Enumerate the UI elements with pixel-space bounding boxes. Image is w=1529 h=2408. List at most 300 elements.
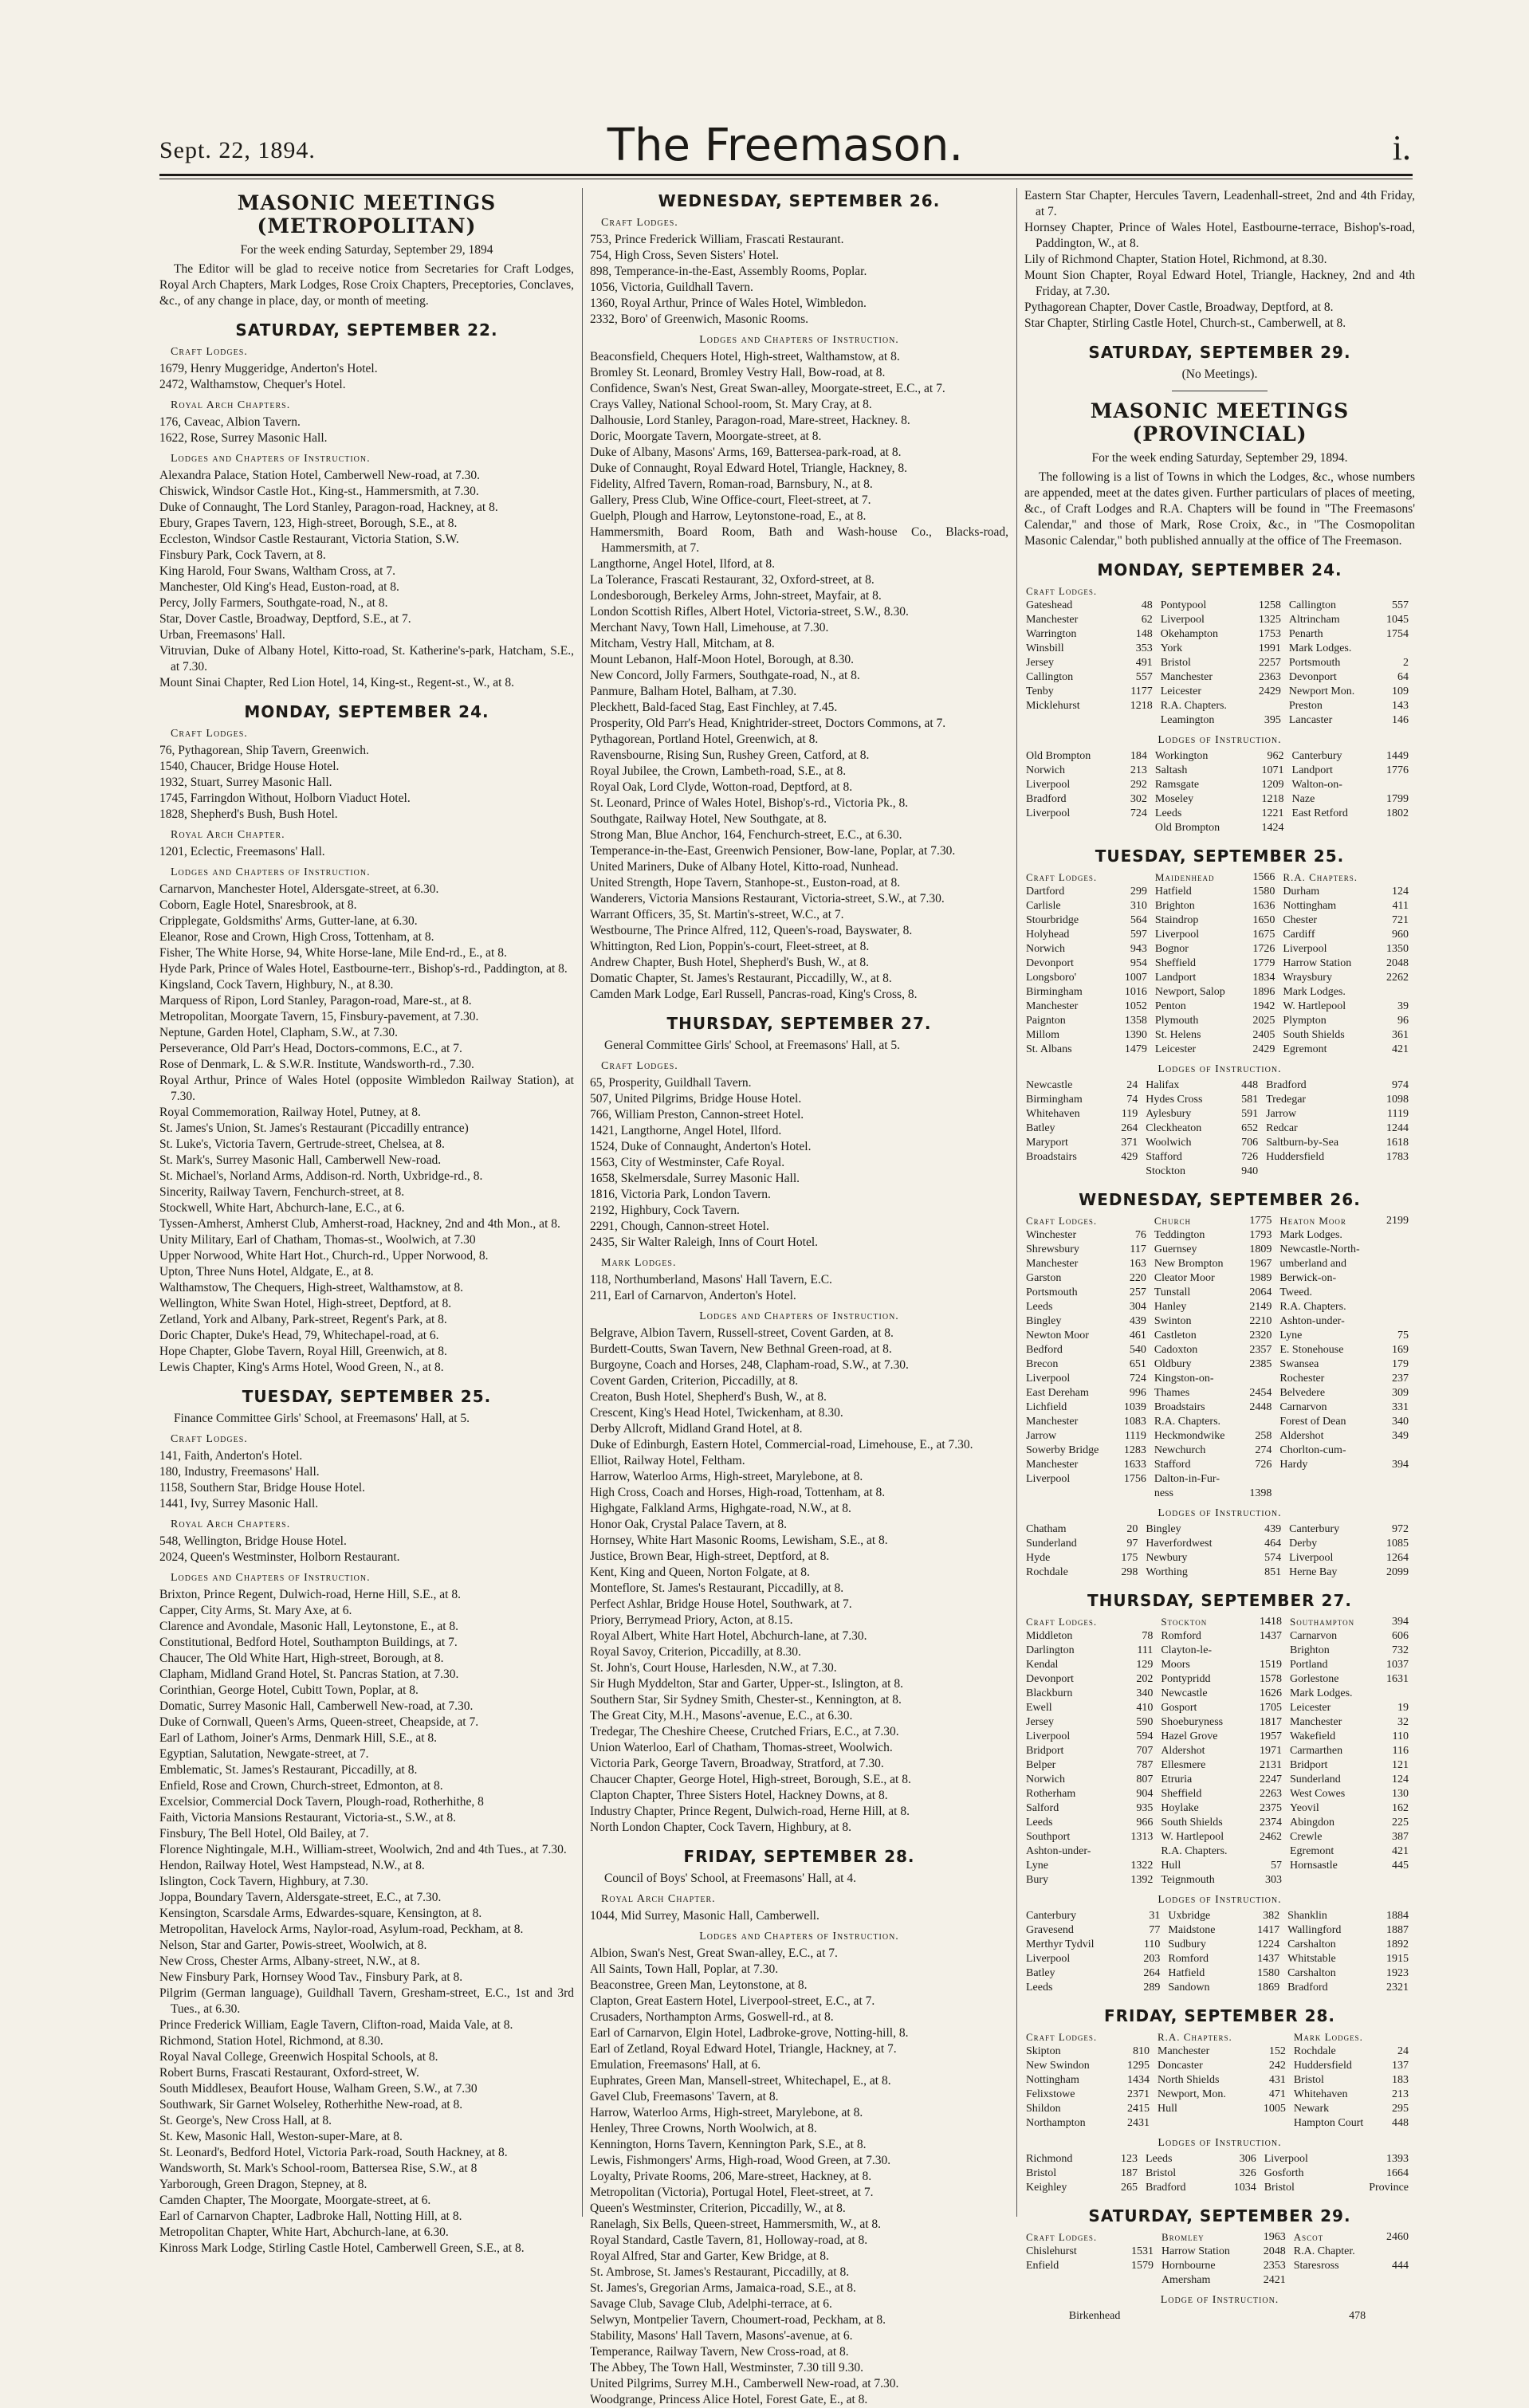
- meeting-entry: Royal Alfred, Star and Garter, Kew Bridge, at 8.: [590, 2249, 829, 2263]
- lodge-number: 304: [1129, 1301, 1146, 1313]
- lodge-number: 1037: [1386, 1659, 1409, 1671]
- town-name: Pontypridd: [1161, 1673, 1211, 1685]
- meeting-entry: St. Kew, Masonic Hall, Weston-super-Mare, at 8.: [159, 2130, 403, 2143]
- table-row: [1024, 1271, 1415, 1286]
- town-name: Leeds: [1154, 807, 1182, 819]
- meeting-entry: Henley, Three Crowns, North Woolwich, at 8.: [590, 2122, 817, 2135]
- town-name: Manchester: [1026, 1416, 1079, 1428]
- lodge-number: [1376, 1873, 1415, 1888]
- table-row: [1024, 885, 1415, 899]
- meeting-list: [590, 349, 1008, 1003]
- town-name: Micklehurst: [1026, 700, 1080, 712]
- meeting-entry: Lily of Richmond Chapter, Station Hotel, Richmond, at 8.30.: [1024, 253, 1327, 266]
- meeting-entry: Clapton Chapter, Three Sisters Hotel, Hackney Downs, at 8.: [590, 1789, 888, 1802]
- meeting-entry: Lewis Chapter, King's Arms Hotel, Wood Green, N., at 8.: [159, 1361, 444, 1374]
- meeting-entry: Priory, Berrymead Priory, Acton, at 8.15.: [590, 1613, 793, 1627]
- meeting-entry: North London Chapter, Cock Tavern, Highbury, at 8.: [590, 1821, 852, 1834]
- lodge-number: 439: [1264, 1523, 1282, 1535]
- lodge-number: 187: [1121, 2167, 1138, 2179]
- lodge-table: [1024, 1615, 1415, 1888]
- table-row: [1024, 1873, 1415, 1888]
- town-name: Manchester: [1026, 1258, 1079, 1270]
- town-name: Guernsey: [1154, 1243, 1197, 1255]
- lodge-number: 265: [1121, 2182, 1138, 2194]
- town-name: Sunderland: [1290, 1774, 1341, 1785]
- town-name: Staresross: [1293, 2260, 1339, 2272]
- table-header-cell: [1254, 2030, 1292, 2045]
- section-label: Craft Lodges.: [171, 1433, 248, 1445]
- lodge-number: 1424: [1261, 822, 1284, 834]
- table-row: [1024, 2116, 1415, 2131]
- lodge-number: 96: [1397, 1015, 1409, 1027]
- lodge-number: [1249, 1844, 1288, 1859]
- lodge-number: 1726: [1252, 943, 1275, 955]
- lodge-number: 78: [1142, 1630, 1154, 1642]
- lodge-number: 724: [1130, 807, 1147, 819]
- town-name: Berwick-on-: [1279, 1272, 1337, 1284]
- town-name: Newark: [1293, 2103, 1330, 2115]
- town-name: Salford: [1026, 1802, 1059, 1814]
- meeting-list: [590, 1272, 1008, 1304]
- day-heading: MONDAY, SEPTEMBER 24.: [1097, 560, 1342, 579]
- town-name: Liverpool: [1026, 1730, 1071, 1742]
- table-row: [1024, 1629, 1415, 1644]
- table-row: [1024, 2166, 1415, 2181]
- section-label: Craft Lodges.: [601, 1060, 678, 1072]
- town-name: Wakefield: [1290, 1730, 1336, 1742]
- meeting-entry: Clapham, Midland Grand Hotel, St. Pancras Station, at 7.30.: [159, 1668, 459, 1681]
- table-row: [1024, 1773, 1415, 1787]
- meeting-entry: Tredegar, The Cheshire Cheese, Crutched Friars, E.C., at 7.30.: [590, 1725, 899, 1738]
- meeting-entry: Hornsey Chapter, Prince of Wales Hotel, Eastbourne-terrace, Bishop's-road, Paddington, W., at 8.: [1024, 221, 1415, 250]
- town-name: Aldershot: [1279, 1430, 1324, 1442]
- town-name: Old Brompton: [1154, 822, 1220, 834]
- meeting-entry: Urban, Freemasons' Hall.: [159, 628, 285, 642]
- meeting-entry: Royal Jubilee, the Crown, Lambeth-road, S.E., at 8.: [590, 764, 847, 778]
- lodge-number: 943: [1130, 943, 1147, 955]
- town-name: Southport: [1026, 1831, 1071, 1843]
- meeting-entry: Savage Club, Savage Club, Adelphi-terrace, at 6.: [590, 2297, 832, 2311]
- lodge-number: 606: [1392, 1630, 1409, 1642]
- town-name: East Dereham: [1026, 1387, 1089, 1399]
- town-name: Holyhead: [1026, 929, 1070, 941]
- meeting-entry: Wandsworth, St. Mark's School-room, Battersea Rise, S.W., at 8: [159, 2162, 478, 2175]
- lodge-number: 237: [1392, 1373, 1409, 1385]
- lodge-number: [1385, 2309, 1415, 2324]
- table-row: [1024, 807, 1415, 821]
- town-name: Leeds: [1026, 1817, 1053, 1829]
- town-name: [1372, 2309, 1384, 2324]
- meeting-entry: Fidelity, Alfred Tavern, Roman-road, Barnsbury, N., at 8.: [590, 477, 873, 491]
- table-row: [1024, 1701, 1415, 1715]
- lodge-number: 110: [1392, 1730, 1409, 1742]
- lodge-number: 464: [1264, 1538, 1282, 1550]
- town-name: Manchester: [1158, 2045, 1210, 2057]
- column-divider: [582, 188, 583, 2217]
- town-name: Kingston-on-: [1154, 1373, 1214, 1385]
- lodge-number: 2353: [1263, 2260, 1286, 2272]
- lodge-number: 353: [1135, 642, 1153, 654]
- lodge-number: 184: [1130, 750, 1147, 762]
- table-row: [1024, 713, 1415, 728]
- lodge-number: 974: [1392, 1079, 1409, 1091]
- town-name: Liverpool: [1026, 807, 1071, 819]
- town-name: Manchester: [1026, 1000, 1079, 1012]
- lodge-number: 124: [1392, 886, 1409, 898]
- town-name: Gateshead: [1026, 599, 1073, 611]
- lodge-number: 242: [1268, 2060, 1286, 2072]
- town-name: Durham: [1283, 886, 1320, 898]
- meeting-entry: Ranelagh, Six Bells, Queen-street, Hammersmith, W., at 8.: [590, 2217, 882, 2231]
- meeting-entry: Ebury, Grapes Tavern, 123, High-street, Borough, S.E., at 8.: [159, 517, 458, 530]
- town-name: Huddersfield: [1266, 1151, 1325, 1163]
- lodge-number: 349: [1392, 1430, 1409, 1442]
- meeting-entry: United Mariners, Duke of Albany Hotel, Kitto-road, Nunhead.: [590, 860, 898, 874]
- meeting-entry: Belgrave, Albion Tavern, Russell-street, Covent Garden, at 8.: [590, 1326, 894, 1340]
- town-name: Naze: [1291, 793, 1315, 805]
- lodge-number: 445: [1392, 1860, 1409, 1872]
- meeting-list: [590, 1908, 1008, 1924]
- lodge-number: 1896: [1252, 986, 1275, 998]
- lodge-number: 361: [1392, 1029, 1409, 1041]
- lodge-number: 410: [1136, 1702, 1154, 1714]
- meeting-entry: London Scottish Rifles, Albert Hotel, Victoria-street, S.W., 8.30.: [590, 605, 909, 619]
- lodge-number: 448: [1241, 1079, 1259, 1091]
- day-heading: SATURDAY, SEPTEMBER 29.: [1088, 2206, 1351, 2225]
- town-name: Newcastle: [1161, 1687, 1208, 1699]
- lodge-number: 726: [1241, 1151, 1259, 1163]
- town-name: Tunstall: [1154, 1286, 1191, 1298]
- lodge-number: 2149: [1249, 1301, 1272, 1313]
- meeting-entry: 2024, Queen's Westminster, Holborn Restaurant.: [159, 1550, 400, 1564]
- town-name: Gravesend: [1026, 1924, 1074, 1936]
- town-name: Birkenhead: [1068, 2310, 1121, 2322]
- meeting-entry: Derby Allcroft, Midland Grand Hotel, at 8.: [590, 1422, 803, 1436]
- lodge-number: 117: [1130, 1243, 1146, 1255]
- table-row: [1024, 670, 1415, 685]
- meeting-entry: Royal Commemoration, Railway Hotel, Putney, at 8.: [159, 1106, 421, 1119]
- meeting-entry: Wanderers, Victoria Mansions Restaurant, Victoria-street, S.W., at 7.30.: [590, 892, 945, 905]
- lodge-number: [1376, 2273, 1415, 2288]
- lodge-number: 129: [1136, 1659, 1154, 1671]
- town-name: Landport: [1291, 764, 1333, 776]
- meeting-entry: 176, Caveac, Albion Tavern.: [159, 415, 301, 429]
- meeting-list: [590, 1946, 1008, 2408]
- town-name: Worthing: [1146, 1566, 1188, 1578]
- meeting-entry: Unity Military, Earl of Chatham, Thomas-st., Woolwich, at 7.30: [159, 1233, 476, 1247]
- day-intro: Finance Committee Girls' School, at Freemasons' Hall, at 5.: [174, 1412, 470, 1425]
- town-name: Ramsgate: [1154, 779, 1200, 791]
- town-name: Canterbury: [1026, 1910, 1076, 1922]
- lodge-number: 1991: [1258, 642, 1281, 654]
- table-row: [1024, 1372, 1415, 1386]
- town-name: Hampton Court: [1293, 2117, 1364, 2129]
- town-name: Sheffield: [1161, 1788, 1202, 1800]
- lodge-number: 395: [1264, 714, 1281, 726]
- meeting-entry: 548, Wellington, Bridge House Hotel.: [159, 1534, 347, 1548]
- meeting-entry: Kent, King and Queen, Norton Folgate, at 8.: [590, 1565, 810, 1579]
- lodge-number: 163: [1129, 1258, 1146, 1270]
- meeting-entry: Londesborough, Berkeley Arms, John-street, Mayfair, at 8.: [590, 589, 882, 603]
- lodge-number: 1779: [1252, 957, 1275, 969]
- meeting-entry: Alexandra Palace, Station Hotel, Camberwell New-road, at 7.30.: [159, 469, 481, 482]
- lodge-number: 1957: [1260, 1730, 1282, 1742]
- town-name: Hardy: [1279, 1459, 1308, 1471]
- lodge-number: 1578: [1260, 1673, 1282, 1685]
- lodge-number: 2429: [1252, 1043, 1275, 1055]
- lodge-number: 960: [1392, 929, 1409, 941]
- meeting-entry: Mount Lebanon, Half-Moon Hotel, Borough, at 8.30.: [590, 653, 855, 666]
- meeting-entry: 2435, Sir Walter Raleigh, Inns of Court Hotel.: [590, 1235, 819, 1249]
- table-row: [1024, 2102, 1415, 2116]
- lodge-table: [1024, 2030, 1415, 2131]
- lodge-number: 2405: [1252, 1029, 1275, 1041]
- lodge-number: [1378, 1257, 1415, 1271]
- town-name: Callington: [1026, 671, 1074, 683]
- meeting-entry: 1201, Eclectic, Freemasons' Hall.: [159, 845, 325, 858]
- lodge-number: 1989: [1249, 1272, 1272, 1284]
- lodge-number: 2262: [1386, 972, 1409, 984]
- meeting-entry: The Great City, M.H., Masons'-avenue, E.C., at 6.30.: [590, 1709, 853, 1723]
- meeting-entry: Beaconsfield, Chequers Hotel, High-street, Walthamstow, at 8.: [590, 350, 900, 363]
- lodge-number: 1923: [1386, 1967, 1409, 1979]
- lodge-number: 1390: [1124, 1029, 1147, 1041]
- table-header-cell: [1120, 584, 1159, 599]
- lodge-number: 295: [1392, 2103, 1409, 2115]
- table-row: [1024, 699, 1415, 713]
- table-header-cell: Craft Lodges.: [1026, 2031, 1098, 2043]
- meeting-entry: Manchester, Old King's Head, Euston-road, at 8.: [159, 580, 399, 594]
- section-label: Lodges and Chapters of Instruction.: [171, 866, 371, 878]
- town-name: [1156, 2116, 1254, 2131]
- table-row: [1024, 2045, 1415, 2059]
- town-name: York: [1160, 642, 1183, 654]
- town-name: Enfield: [1026, 2260, 1059, 2272]
- meeting-entry: Royal Oak, Lord Clyde, Wotton-road, Deptford, at 8.: [590, 780, 853, 794]
- table-header-cell: 2199: [1386, 1215, 1409, 1227]
- table-header-cell: [1378, 870, 1415, 885]
- table-row: [1024, 1300, 1415, 1314]
- meeting-entry: 1828, Shepherd's Bush, Bush Hotel.: [159, 807, 338, 821]
- meeting-entry: Florence Nightingale, M.H., William-street, Woolwich, 2nd and 4th Tues., at 7.30.: [159, 1843, 567, 1856]
- lodge-number: [1119, 821, 1154, 835]
- meeting-entry: New Finsbury Park, Hornsey Wood Tav., Finsbury Park, at 8.: [159, 1970, 463, 1984]
- meeting-entry: Royal Standard, Castle Tavern, 81, Holloway-road, at 8.: [590, 2233, 868, 2247]
- lodge-number: 1809: [1249, 1243, 1272, 1255]
- lodge-number: 1005: [1263, 2103, 1286, 2115]
- table-header-row: [1024, 2230, 1415, 2245]
- meeting-entry: Ravensbourne, Rising Sun, Rushey Green, Catford, at 8.: [590, 748, 870, 762]
- table-row: [1024, 656, 1415, 670]
- meeting-entry: Pythagorean Chapter, Dover Castle, Broadway, Deptford, at 8.: [1024, 301, 1334, 314]
- lodge-number: 2257: [1258, 657, 1281, 669]
- town-name: Jarrow: [1026, 1430, 1057, 1442]
- table-row: [1024, 913, 1415, 928]
- lodge-number: 143: [1392, 700, 1409, 712]
- lodge-number: 1392: [1130, 1874, 1154, 1886]
- town-name: Hazel Grove: [1161, 1730, 1218, 1742]
- meeting-entry: Excelsior, Commercial Dock Tavern, Plough-road, Rotherhithe, 8: [159, 1795, 484, 1809]
- lodge-number: 707: [1136, 1745, 1154, 1757]
- lodge-number: 478: [1349, 2310, 1366, 2322]
- section-label: Royal Arch Chapters.: [171, 399, 291, 411]
- meeting-list: [159, 1587, 574, 2257]
- meeting-entry: Earl of Carnarvon Chapter, Ladbroke Hall, Notting Hill, at 8.: [159, 2210, 462, 2223]
- town-name: Bradford: [1266, 1079, 1307, 1091]
- meeting-entry: Zetland, York and Albany, Park-street, Regent's Park, at 8.: [159, 1313, 447, 1326]
- table-row: [1024, 1357, 1415, 1372]
- lodge-number: 394: [1392, 1459, 1409, 1471]
- meeting-entry: 1540, Chaucer, Bridge House Hotel.: [159, 760, 340, 773]
- provincial-note: The following is a list of Towns in which the Lodges, &c., whose numbers are appended, meet at the dates given. Further particulars of places of meeting, &c., of Craft Lodges and R.A. Chapters will be found in "The Freemasons' Calendar," and those of Mark, Rose Croix, &c., in "The Cosmopolitan Masonic Calendar," both published annually at the office of The Freemason.: [1024, 470, 1415, 548]
- table-header-row: [1024, 1214, 1415, 1228]
- town-name: umberland and: [1279, 1258, 1346, 1270]
- lodge-number: 2321: [1386, 1982, 1409, 1994]
- lodge-number: 57: [1271, 1860, 1282, 1872]
- table-row: [1024, 1165, 1415, 1179]
- day-heading: WEDNESDAY, SEPTEMBER 26.: [1079, 1190, 1361, 1209]
- lodge-number: 439: [1129, 1315, 1146, 1327]
- table-header-row: [1024, 2030, 1415, 2045]
- town-name: Whitstable: [1287, 1953, 1336, 1965]
- meeting-entry: Royal Naval College, Greenwich Hospital Schools, at 8.: [159, 2050, 438, 2064]
- table-row: [1024, 2181, 1415, 2195]
- lodge-number: 1636: [1252, 900, 1275, 912]
- town-name: Hornbourne: [1161, 2260, 1216, 2272]
- lodge-number: 2099: [1386, 1566, 1409, 1578]
- section-label: Royal Arch Chapter.: [601, 1893, 716, 1905]
- meeting-entry: 1056, Victoria, Guildhall Tavern.: [590, 281, 753, 294]
- town-name: Saltash: [1154, 764, 1188, 776]
- town-name: Cleckheaton: [1146, 1122, 1202, 1134]
- town-name: Northampton: [1026, 2117, 1086, 2129]
- lodge-number: 292: [1130, 779, 1147, 791]
- lodge-number: 1519: [1260, 1659, 1282, 1671]
- meeting-entry: Duke of Connaught, The Lord Stanley, Paragon-road, Hackney, at 8.: [159, 501, 498, 514]
- meeting-entry: New Concord, Jolly Farmers, Southgate-road, N., at 8.: [590, 669, 860, 682]
- meeting-entry: Duke of Connaught, Royal Edward Hotel, Triangle, Hackney, 8.: [590, 462, 908, 475]
- town-name: Bognor: [1154, 943, 1189, 955]
- lodge-number: [1242, 1472, 1279, 1487]
- lodge-number: 652: [1241, 1122, 1259, 1134]
- section-label: Lodges and Chapters of Instruction.: [699, 334, 899, 346]
- town-name: Hanley: [1154, 1301, 1187, 1313]
- lodge-number: [1242, 1372, 1279, 1386]
- table-row: [1024, 2088, 1415, 2102]
- table-header-cell: R.A. Chapters.: [1158, 2031, 1232, 2043]
- town-name: Abingdon: [1290, 1817, 1334, 1829]
- lodge-number: 1325: [1258, 614, 1281, 626]
- town-name: Carnarvon: [1290, 1630, 1338, 1642]
- day-intro: General Committee Girls' School, at Freemasons' Hall, at 5.: [604, 1039, 901, 1052]
- section-label: Craft Lodges.: [171, 346, 248, 358]
- town-name: Rotherham: [1026, 1788, 1076, 1800]
- lodge-number: 996: [1129, 1387, 1146, 1399]
- town-name: Broadstairs: [1154, 1401, 1205, 1413]
- meeting-entry: Monteflore, St. James's Restaurant, Piccadilly, at 8.: [590, 1581, 844, 1595]
- meeting-entry: Domatic, Surrey Masonic Hall, Camberwell New-road, at 7.30.: [159, 1699, 474, 1713]
- town-name: Carshalton: [1287, 1939, 1336, 1950]
- lodge-number: 421: [1392, 1043, 1409, 1055]
- town-name: Liverpool: [1026, 779, 1071, 791]
- town-name: Devonport: [1288, 671, 1337, 683]
- lodge-number: 39: [1397, 1000, 1409, 1012]
- lodge-number: 2375: [1260, 1802, 1282, 1814]
- metropolitan-heading: MASONIC MEETINGS (METROPOLITAN): [237, 191, 497, 238]
- lodge-number: 111: [1137, 1644, 1154, 1656]
- town-name: Portsmouth: [1288, 657, 1341, 669]
- town-name: Chislehurst: [1026, 2245, 1077, 2257]
- town-name: Ashton-under-: [1279, 1315, 1345, 1327]
- table-row: [1024, 764, 1415, 778]
- meeting-entry: Eleanor, Rose and Crown, High Cross, Tottenham, at 8.: [159, 930, 434, 944]
- town-name: Leeds: [1026, 1301, 1053, 1313]
- lodge-number: 179: [1392, 1358, 1409, 1370]
- lodge-number: 2421: [1263, 2274, 1286, 2286]
- column-2: [590, 188, 1008, 2406]
- town-name: Derby: [1289, 1538, 1318, 1550]
- town-name: Richmond: [1026, 2153, 1073, 2165]
- lodge-table: [1024, 749, 1415, 835]
- lodge-number: 1085: [1386, 1538, 1409, 1550]
- lodge-number: 24: [1397, 2045, 1409, 2057]
- meeting-entry: Guelph, Plough and Harrow, Leytonstone-road, E., at 8.: [590, 509, 867, 523]
- lodge-number: 2048: [1263, 2245, 1286, 2257]
- meeting-entry: 507, United Pilgrims, Bridge House Hotel.: [590, 1092, 802, 1106]
- meeting-entry: 141, Faith, Anderton's Hotel.: [159, 1449, 303, 1463]
- lodge-number: 62: [1141, 614, 1153, 626]
- town-name: Bristol: [1293, 2074, 1324, 2086]
- lodge-number: 1971: [1260, 1745, 1282, 1757]
- meeting-entry: Constitutional, Bedford Hotel, Southampton Buildings, at 7.: [159, 1636, 458, 1649]
- meeting-entry: Egyptian, Salutation, Newgate-street, at 7.: [159, 1747, 369, 1761]
- table-header-cell: 2460: [1386, 2231, 1409, 2243]
- lodge-number: 183: [1392, 2074, 1409, 2086]
- town-name: Sunderland: [1026, 1538, 1077, 1550]
- meeting-entry: 1658, Skelmersdale, Surrey Masonic Hall.: [590, 1172, 800, 1185]
- town-name: Liverpool: [1289, 1552, 1334, 1564]
- table-row: [1024, 1923, 1415, 1938]
- meeting-entry: Crays Valley, National School-room, St. Mary Cray, at 8.: [590, 398, 872, 411]
- lodge-number: 162: [1392, 1802, 1409, 1814]
- lodge-number: 1224: [1257, 1939, 1280, 1950]
- lodge-number: 1776: [1386, 764, 1409, 776]
- meeting-entry: St. Michael's, Norland Arms, Addison-rd. North, Uxbridge-rd., 8.: [159, 1169, 483, 1183]
- table-row: [1024, 1787, 1415, 1801]
- table-header-cell: [1118, 2030, 1156, 2045]
- meeting-entry: Emulation, Freemasons' Hall, at 6.: [590, 2058, 761, 2072]
- lodge-number: 597: [1130, 929, 1147, 941]
- meeting-entry: 753, Prince Frederick William, Frascati Restaurant.: [590, 233, 844, 246]
- meeting-entry: Lewis, Fishmongers' Arms, High-road, Wood Green, at 7.30.: [590, 2154, 891, 2167]
- lodge-number: 954: [1130, 957, 1147, 969]
- town-name: Egremont: [1283, 1043, 1327, 1055]
- table-row: [1024, 1909, 1415, 1923]
- meeting-entry: St. John's, Court House, Harlesden, N.W., at 7.30.: [590, 1661, 837, 1675]
- town-name: Lancaster: [1288, 714, 1333, 726]
- table-row: [1024, 899, 1415, 913]
- table-header-row: [1024, 584, 1415, 599]
- meeting-entry: 180, Industry, Freemasons' Hall.: [159, 1465, 320, 1479]
- lodge-number: 202: [1136, 1673, 1154, 1685]
- provincial-days: [1024, 560, 1415, 2324]
- town-name: Romford: [1168, 1953, 1209, 1965]
- meeting-entry: Earl of Lathom, Joiner's Arms, Denmark Hill, S.E., at 8.: [159, 1731, 438, 1745]
- meeting-entry: Merchant Navy, Town Hall, Limehouse, at 7.30.: [590, 621, 829, 634]
- meeting-entry: Enfield, Rose and Crown, Church-street, Edmonton, at 8.: [159, 1779, 443, 1793]
- meeting-entry: Prosperity, Old Parr's Head, Knightrider-street, Doctors Commons, at 7.: [590, 717, 946, 730]
- town-name: Leeds: [1146, 2153, 1173, 2165]
